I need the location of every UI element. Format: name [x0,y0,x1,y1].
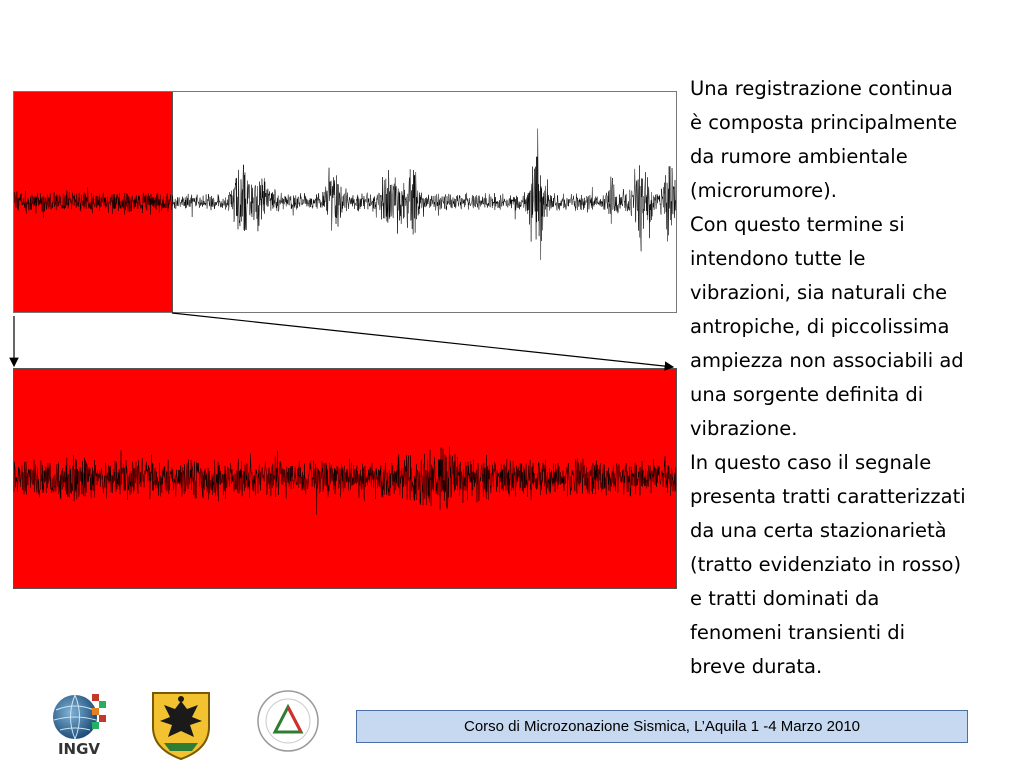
aquila-crest-logo [150,687,212,761]
protezione-civile-logo [255,688,321,754]
text-line: è composta principalmente [690,111,958,134]
seismogram-zoom-panel [13,368,677,589]
civil-protection-icon [255,688,321,754]
text-line: e tratti dominati da [690,587,880,610]
text-line: Una registrazione continua [690,77,953,100]
text-line: intendono tutte le [690,247,866,270]
text-line: (microrumore). [690,179,837,202]
text-line: una sorgente definita di [690,383,924,406]
seismic-trace-zoom [14,369,676,588]
globe-icon [48,690,110,742]
text-line: In questo caso il segnale [690,451,932,474]
text-line: Con questo termine si [690,213,905,236]
text-line: vibrazioni, sia naturali che [690,281,948,304]
seismic-trace-full [14,92,676,312]
ingv-logo [48,690,110,760]
right-arrow [172,313,673,367]
seismic-trace-line [14,446,676,514]
text-line: ampiezza non associabili ad [690,349,964,372]
slide-description [690,72,1024,684]
text-line: breve durata. [690,655,823,678]
text-line: da una certa stazionarietà [690,519,947,542]
text-line: vibrazione. [690,417,798,440]
footer-label: Corso di Microzonazione Sismica, L’Aquila 1 -4 Marzo 2010 [463,718,861,735]
eagle-crest-icon [150,687,212,761]
paragraph-recording [690,72,1024,208]
text-line: da rumore ambientale [690,145,908,168]
text-line: presenta tratti caratterizzati [690,485,966,508]
seismic-trace-line [14,129,676,260]
ingv-label: INGV [57,740,101,758]
course-footer [356,710,968,743]
paragraph-definition [690,208,1024,446]
seismogram-full-panel [13,91,677,313]
text-line: fenomeni transienti di [690,621,906,644]
text-line: antropiche, di piccolissima [690,315,950,338]
paragraph-signal [690,446,1024,684]
text-line: (tratto evidenziato in rosso) [690,553,962,576]
